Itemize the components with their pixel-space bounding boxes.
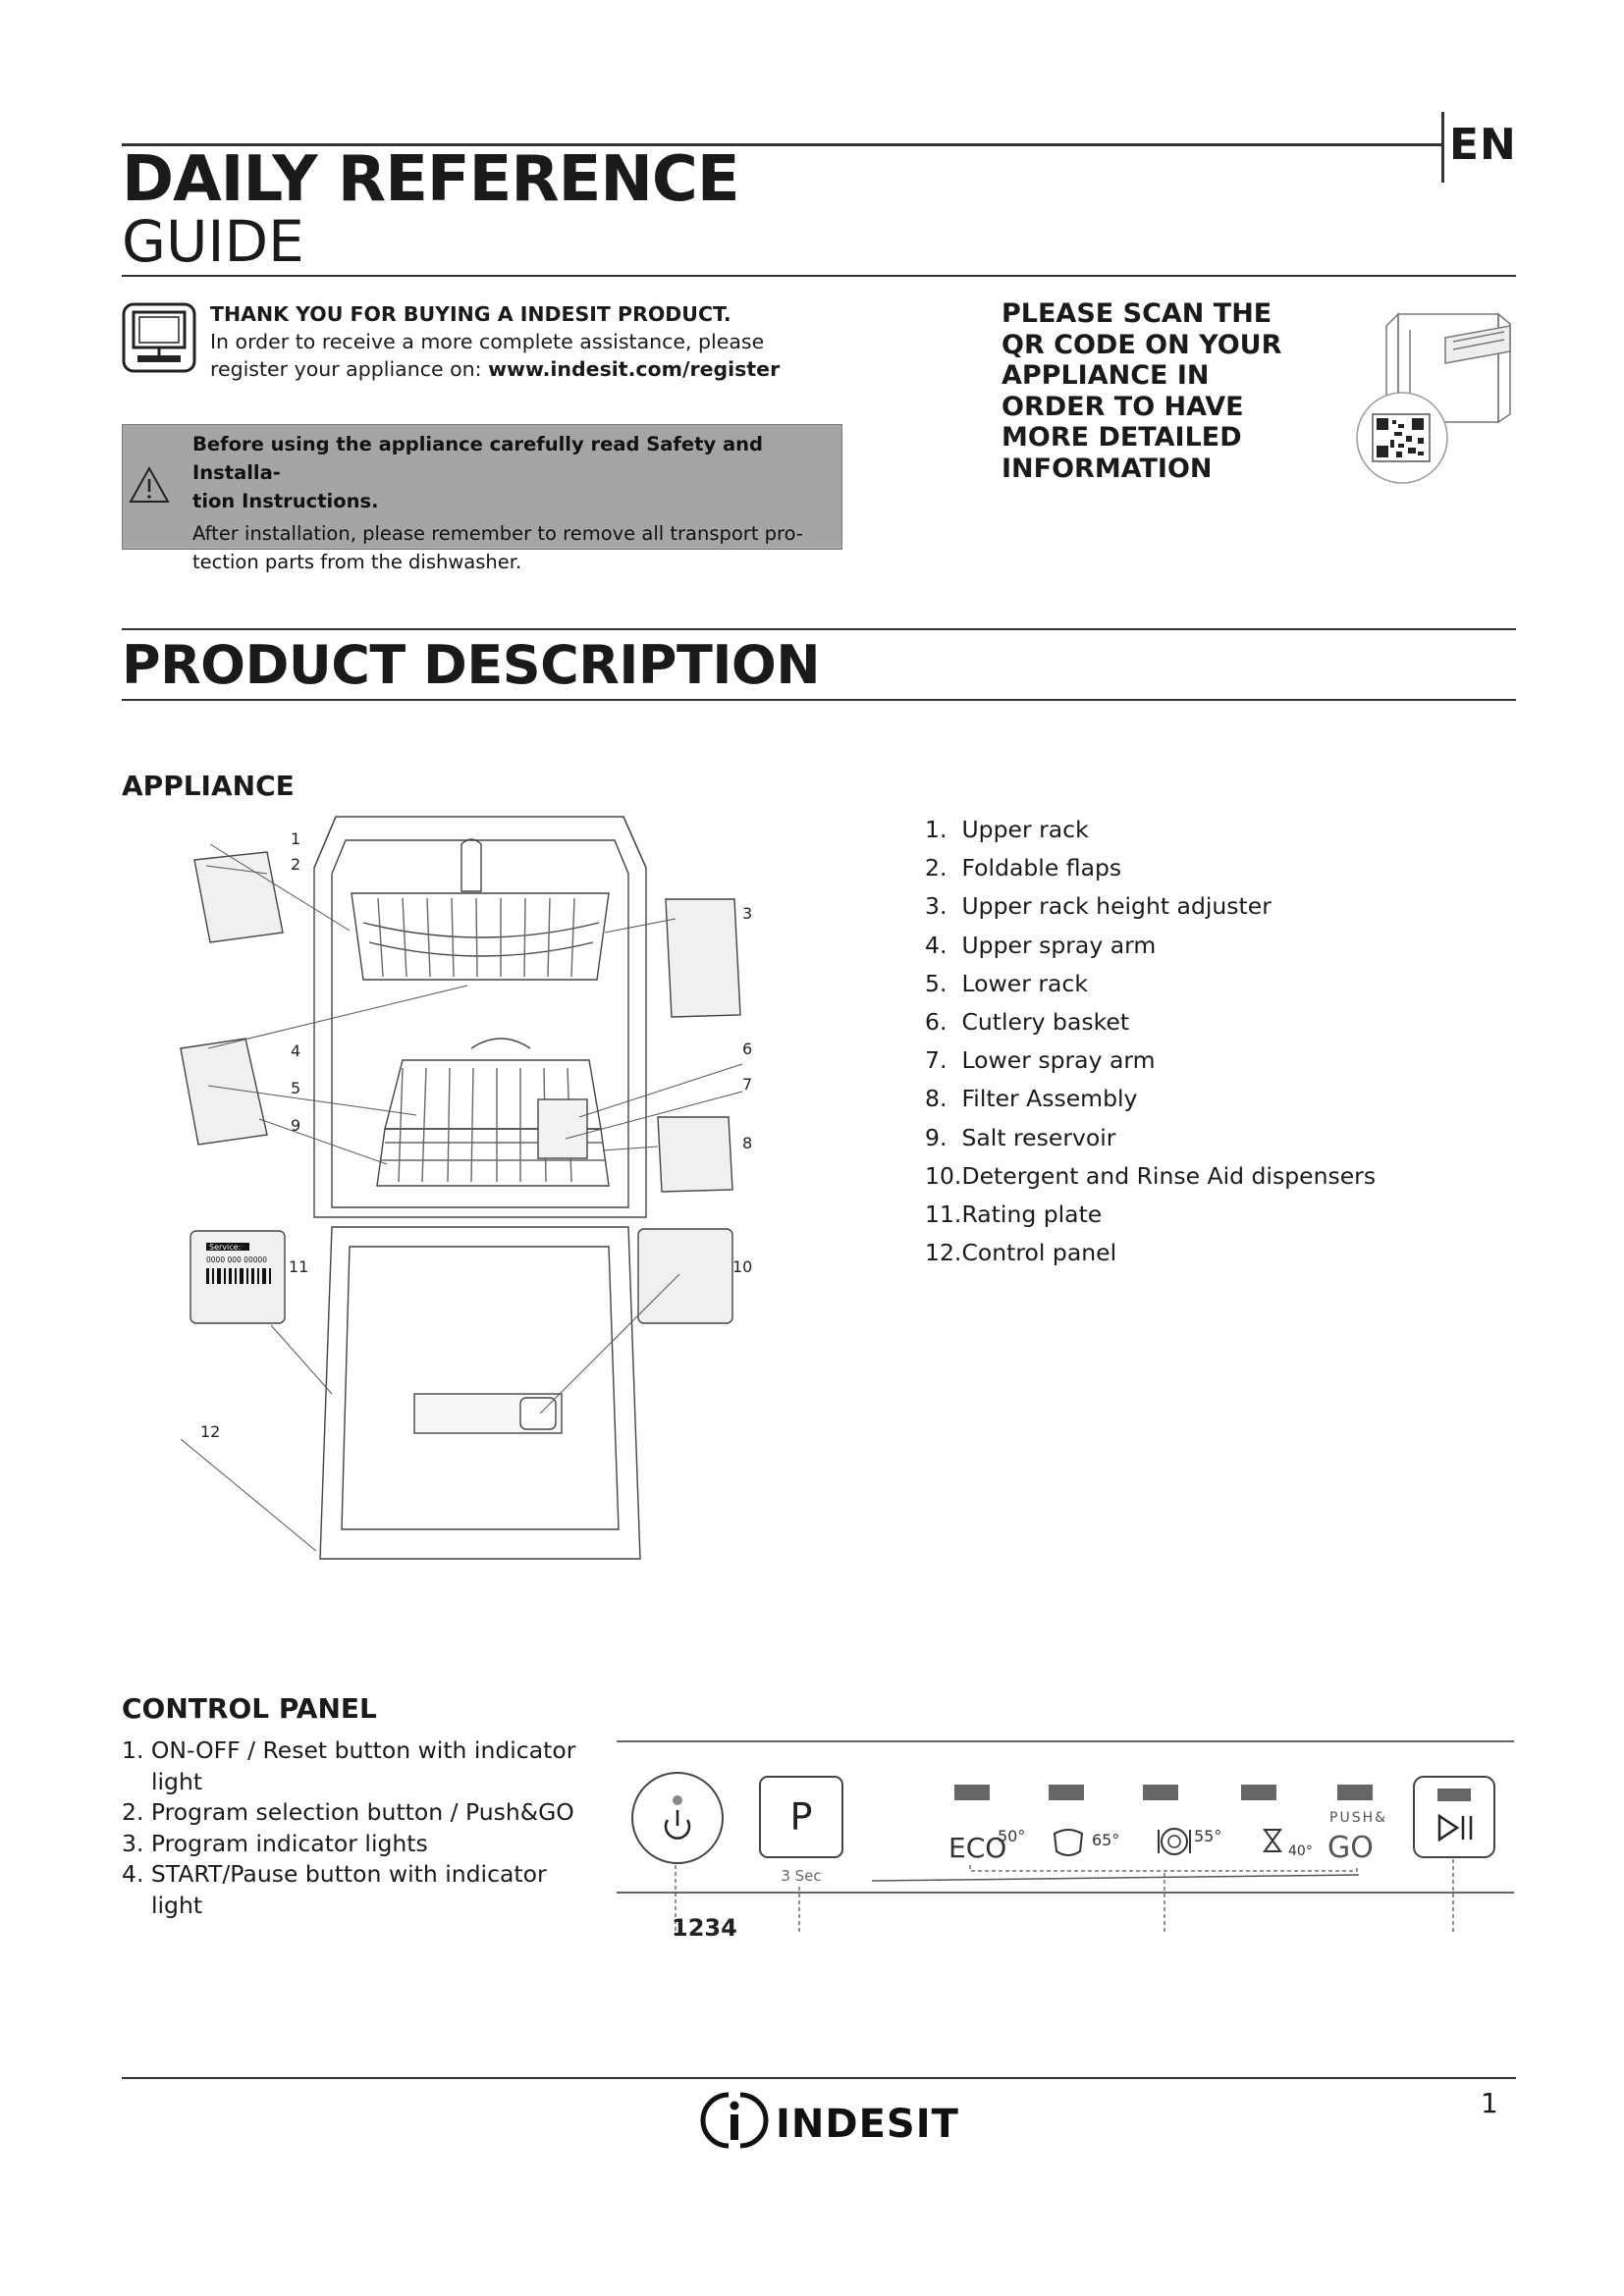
part-number: 7. bbox=[925, 1046, 947, 1075]
program-daily-temp: 55° bbox=[1194, 1827, 1222, 1845]
list-item bbox=[925, 1234, 1376, 1272]
warning-triangle-icon bbox=[128, 465, 171, 505]
part-label: Salt reservoir bbox=[961, 1123, 1116, 1151]
warning-line4: tection parts from the dishwasher. bbox=[192, 551, 522, 573]
part-number: 2. bbox=[925, 854, 947, 882]
qr-line: QR CODE ON YOUR bbox=[1001, 329, 1282, 360]
registration-line2 bbox=[210, 355, 780, 383]
part-label: Upper rack height adjuster bbox=[961, 892, 1272, 921]
qr-notice bbox=[1001, 298, 1326, 484]
callout-12: 12 bbox=[200, 1422, 221, 1441]
section-title: PRODUCT DESCRIPTION bbox=[122, 634, 821, 696]
panel-callout-numbers: 1234 bbox=[672, 1914, 737, 1942]
page-title-line1: DAILY REFERENCE bbox=[122, 143, 739, 216]
callout-9: 9 bbox=[291, 1116, 301, 1135]
program-eco-label: ECO bbox=[948, 1832, 1007, 1864]
monitor-icon bbox=[122, 302, 196, 373]
callout-2: 2 bbox=[291, 855, 301, 874]
list-item bbox=[925, 1157, 1376, 1196]
program-quick-temp: 40° bbox=[1288, 1843, 1313, 1859]
program-eco-temp: 50° bbox=[998, 1827, 1026, 1845]
callout-11: 11 bbox=[289, 1257, 309, 1276]
part-number: 5. bbox=[925, 969, 947, 997]
part-label: Foldable flaps bbox=[961, 854, 1122, 882]
hourglass-icon bbox=[1265, 1830, 1280, 1851]
list-item: 2. Program selection button / Push&GO bbox=[122, 1798, 574, 1826]
header-bottom-rule bbox=[122, 275, 1516, 277]
part-number: 3. bbox=[925, 892, 947, 921]
start-indicator-light bbox=[1437, 1789, 1471, 1801]
dishwasher-diagram bbox=[177, 805, 785, 1561]
qr-line: INFORMATION bbox=[1001, 453, 1213, 484]
callout-1: 1 bbox=[291, 829, 301, 848]
registration-line1: In order to receive a more complete assistance, please bbox=[210, 330, 765, 353]
qr-line: MORE DETAILED bbox=[1001, 422, 1242, 453]
list-item bbox=[925, 927, 1376, 965]
rating-plate-service-label: Service: bbox=[209, 1243, 242, 1252]
brand-wordmark: INDESIT bbox=[776, 2102, 959, 2147]
warning-text bbox=[192, 430, 831, 576]
list-item: 1. ON-OFF / Reset button with indicator light bbox=[122, 1736, 576, 1795]
list-item bbox=[925, 849, 1376, 887]
part-number: 11. bbox=[925, 1201, 962, 1229]
program-button-letter: P bbox=[789, 1795, 813, 1839]
push-go-text: GO bbox=[1327, 1831, 1374, 1865]
callout-7: 7 bbox=[742, 1075, 753, 1094]
rating-plate-code: 0000 000 00000 bbox=[206, 1255, 268, 1264]
program-light bbox=[954, 1785, 990, 1800]
control-panel-illustration bbox=[613, 1728, 1516, 1953]
part-label: Upper rack bbox=[961, 816, 1089, 843]
appliance-heading: APPLIANCE bbox=[122, 770, 295, 802]
part-label: Cutlery basket bbox=[961, 1008, 1130, 1037]
plate-icon bbox=[1159, 1829, 1190, 1854]
callout-8: 8 bbox=[742, 1134, 753, 1152]
part-number: 8. bbox=[925, 1085, 947, 1113]
list-item: 4. START/Pause button with indicator light bbox=[122, 1860, 547, 1919]
list-item bbox=[925, 887, 1376, 926]
control-panel-heading: CONTROL PANEL bbox=[122, 1692, 377, 1725]
list-item bbox=[925, 1196, 1376, 1234]
program-light bbox=[1337, 1785, 1373, 1800]
part-number: 4. bbox=[925, 931, 947, 959]
footer-rule bbox=[122, 2077, 1516, 2079]
power-indicator-light bbox=[673, 1795, 682, 1805]
qr-line: PLEASE SCAN THE bbox=[1001, 298, 1272, 329]
language-code: EN bbox=[1449, 120, 1517, 170]
section-bottom-rule bbox=[122, 699, 1516, 701]
callout-6: 6 bbox=[742, 1040, 753, 1058]
part-label: Detergent and Rinse Aid dispensers bbox=[961, 1161, 1377, 1190]
hold-hint: 3 Sec bbox=[781, 1867, 822, 1885]
qr-line: APPLIANCE IN bbox=[1001, 360, 1210, 391]
callout-5: 5 bbox=[291, 1079, 301, 1097]
registration-url: www.indesit.com/register bbox=[488, 357, 781, 381]
part-number: 9. bbox=[925, 1123, 947, 1151]
list-item bbox=[925, 1119, 1376, 1157]
callout-3: 3 bbox=[742, 904, 753, 923]
parts-list bbox=[925, 811, 1376, 1272]
list-item bbox=[925, 811, 1376, 849]
indesit-logo bbox=[703, 2089, 959, 2152]
section-top-rule bbox=[122, 628, 1516, 630]
qr-line: ORDER TO HAVE bbox=[1001, 391, 1244, 422]
program-intensive-temp: 65° bbox=[1092, 1831, 1120, 1849]
registration-text bbox=[210, 300, 780, 383]
registration-heading: THANK YOU FOR BUYING A INDESIT PRODUCT. bbox=[210, 302, 731, 326]
callout-4: 4 bbox=[291, 1041, 301, 1060]
part-number: 6. bbox=[925, 1008, 947, 1037]
part-number: 10. bbox=[925, 1161, 962, 1190]
callout-10: 10 bbox=[732, 1257, 753, 1276]
program-light bbox=[1241, 1785, 1276, 1800]
part-label: Control panel bbox=[961, 1239, 1117, 1267]
list-item bbox=[925, 1080, 1376, 1118]
part-label: Upper spray arm bbox=[961, 931, 1157, 959]
list-item bbox=[925, 1041, 1376, 1080]
lang-divider bbox=[1441, 112, 1444, 183]
list-item bbox=[925, 1003, 1376, 1041]
warning-bold-line1: Before using the appliance carefully read Safety and Installa- bbox=[192, 433, 763, 484]
list-item: 3. Program indicator lights bbox=[122, 1829, 428, 1857]
part-label: Rating plate bbox=[961, 1201, 1103, 1229]
pot-icon bbox=[1055, 1830, 1082, 1855]
page-number: 1 bbox=[1481, 2087, 1498, 2119]
part-number: 12. bbox=[925, 1239, 962, 1267]
part-number: 1. bbox=[925, 816, 947, 843]
push-go-label: PUSH& bbox=[1329, 1810, 1388, 1826]
dishwasher-qr-illustration bbox=[1351, 304, 1518, 501]
program-light bbox=[1143, 1785, 1178, 1800]
program-light bbox=[1049, 1785, 1084, 1800]
registration-line2-prefix: register your appliance on: bbox=[210, 357, 489, 381]
warning-bold-line2: tion Instructions. bbox=[192, 490, 379, 512]
page-title-line2: GUIDE bbox=[122, 208, 304, 275]
part-label: Filter Assembly bbox=[961, 1085, 1138, 1113]
warning-line3: After installation, please remember to remove all transport pro- bbox=[192, 522, 803, 545]
part-label: Lower spray arm bbox=[961, 1046, 1156, 1075]
list-item bbox=[925, 965, 1376, 1003]
part-label: Lower rack bbox=[961, 969, 1088, 997]
control-panel-list bbox=[122, 1735, 593, 1921]
